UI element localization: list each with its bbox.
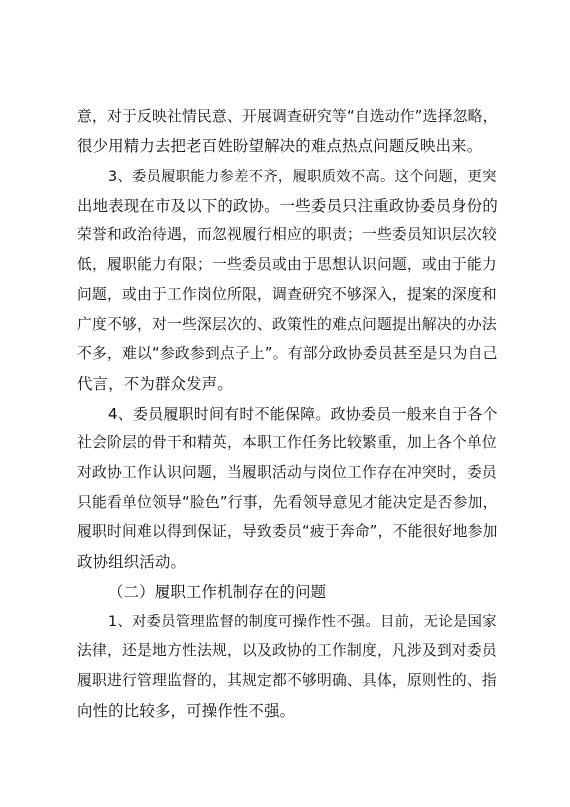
paragraph-1-first-line: 1、对委员管理监督的制度可操作性不强。目前，无论是国家 — [108, 614, 497, 630]
text-line: 对政协工作认识问题，当履职活动与岗位工作存在冲突时，委员 — [77, 464, 497, 481]
text-line: 不多，难以“参政参到点子上”。有部分政协委员甚至是只为自己 — [77, 345, 498, 362]
text-line: 代言，不为群众发声。 — [77, 375, 233, 393]
text-line: 履职进行管理监督的，其规定都不够明确、具体，原则性的、指 — [77, 672, 497, 689]
text-line: 履职时间难以得到保证，导致委员“疲于奔命”，不能很好地参加 — [77, 523, 498, 540]
text-line: 政协组织活动。 — [77, 553, 187, 571]
text-line: 荣誉和政治待遇，而忽视履行相应的职责；一些委员知识层次较 — [77, 226, 497, 243]
text-line: 法律，还是地方性法规，以及政协的工作制度，凡涉及到对委员 — [77, 642, 497, 659]
text-line: 社会阶层的骨干和精英，本职工作任务比较繁重，加上各个单位 — [77, 434, 497, 451]
paragraph-3-first-line: 3、委员履职能力参差不齐，履职质效不高。这个问题，更突 — [108, 169, 497, 185]
text-line: 广度不够，对一些深层次的、政策性的难点问题提出解决的办法 — [77, 316, 497, 333]
paragraph-4-first-line: 4、委员履职时间有时不能保障。政协委员一般来自于各个 — [108, 405, 498, 423]
text-line: 低，履职能力有限；一些委员或由于思想认识问题，或由于能力 — [77, 256, 497, 273]
section-heading: （二）履职工作机制存在的问题 — [108, 583, 327, 601]
text-line: 问题，或由于工作岗位所限，调查研究不够深入，提案的深度和 — [77, 286, 497, 303]
text-line: 意，对于反映社情民意、开展调查研究等“自选动作”选择忽略， — [77, 108, 498, 125]
text-line: 出地表现在市及以下的政协。一些委员只注重政协委员身份的 — [77, 197, 498, 215]
text-line: 向性的比较多，可操作性不强。 — [77, 702, 296, 720]
text-line: 很少用精力去把老百姓盼望解决的难点热点问题反映出来。 — [77, 137, 483, 155]
text-line: 只能看单位领导“脸色”行事，先看领导意见才能决定是否参加， — [77, 494, 498, 511]
